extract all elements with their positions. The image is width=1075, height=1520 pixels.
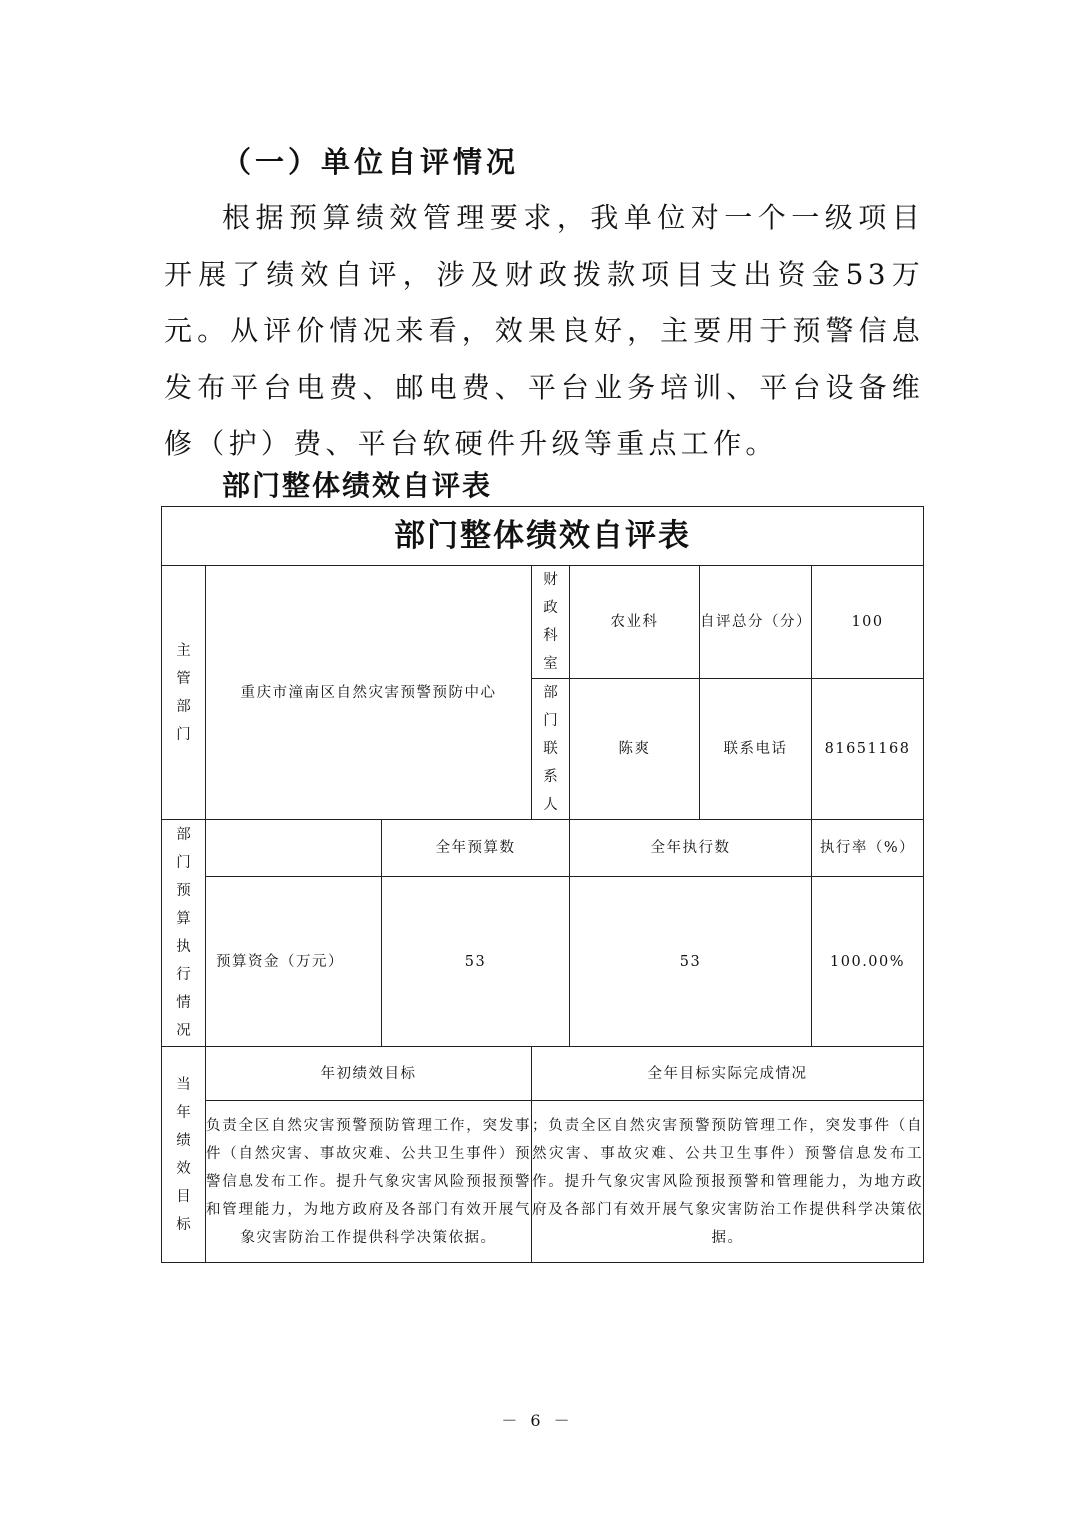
page-number: － 6 －	[501, 1411, 574, 1430]
finance-label-cell	[532, 566, 570, 679]
goal-actual-header: 全年目标实际完成情况	[532, 1047, 924, 1101]
phone-label: 联系电话	[700, 679, 812, 820]
score-label: 自评总分（分）	[700, 566, 812, 679]
dept-label: 主管部门	[176, 642, 193, 743]
performance-table	[161, 506, 924, 1263]
dept-name: 重庆市潼南区自然灾害预警预防中心	[206, 566, 532, 820]
goal-section-label-cell	[162, 1047, 206, 1263]
executed-value: 53	[570, 877, 812, 1047]
goal-section-label: 当年绩效目标	[176, 1076, 193, 1233]
section-heading: （一）单位自评情况	[222, 145, 520, 179]
phone-value: 81651168	[812, 679, 924, 820]
goal-initial-header: 年初绩效目标	[206, 1047, 532, 1101]
contact-label: 部门联系人	[543, 685, 560, 813]
col-budget-header: 全年预算数	[382, 820, 570, 877]
dept-label-cell	[162, 566, 206, 820]
goal-initial-text: 负责全区自然灾害预警预防管理工作，突发事件（自然灾害、事故灾难、公共卫生事件）预警信息发布工作。提升气象灾害风险预报预警和管理能力，为地方政府及各部门有效开展气象灾害防治工作提供科学决策依据。	[206, 1101, 532, 1263]
col-rate-header: 执行率（%）	[812, 820, 924, 877]
goal-actual-text: ；负责全区自然灾害预警预防管理工作，突发事件（自然灾害、事故灾难、公共卫生事件）预警信息发布工作。提升气象灾害风险预报预警和管理能力，为地方政府及各部门有效开展气象灾害防治工作提供科学决策依据。	[532, 1101, 924, 1263]
finance-value: 农业科	[570, 566, 700, 679]
score-value: 100	[812, 566, 924, 679]
col-executed-header: 全年执行数	[570, 820, 812, 877]
budget-section-label-cell	[162, 820, 206, 1047]
row-label: 预算资金（万元）	[206, 877, 382, 1047]
contact-value: 陈爽	[570, 679, 700, 820]
empty-header-cell	[206, 820, 382, 877]
budget-section-label: 部门预算执行情况	[176, 827, 193, 1039]
table-title: 部门整体绩效自评表	[162, 507, 924, 566]
table-caption: 部门整体绩效自评表	[222, 469, 493, 502]
body-paragraph: 根据预算绩效管理要求，我单位对一个一级项目开展了绩效自评，涉及财政拨款项目支出资金53万元。从评价情况来看，效果良好，主要用于预警信息发布平台电费、邮电费、平台业务培训、平台设备维修（护）费、平台软硬件升级等重点工作。	[164, 201, 924, 460]
rate-value: 100.00%	[812, 877, 924, 1047]
budget-value: 53	[382, 877, 570, 1047]
finance-label: 财政科室	[543, 572, 560, 672]
contact-label-cell	[532, 679, 570, 820]
